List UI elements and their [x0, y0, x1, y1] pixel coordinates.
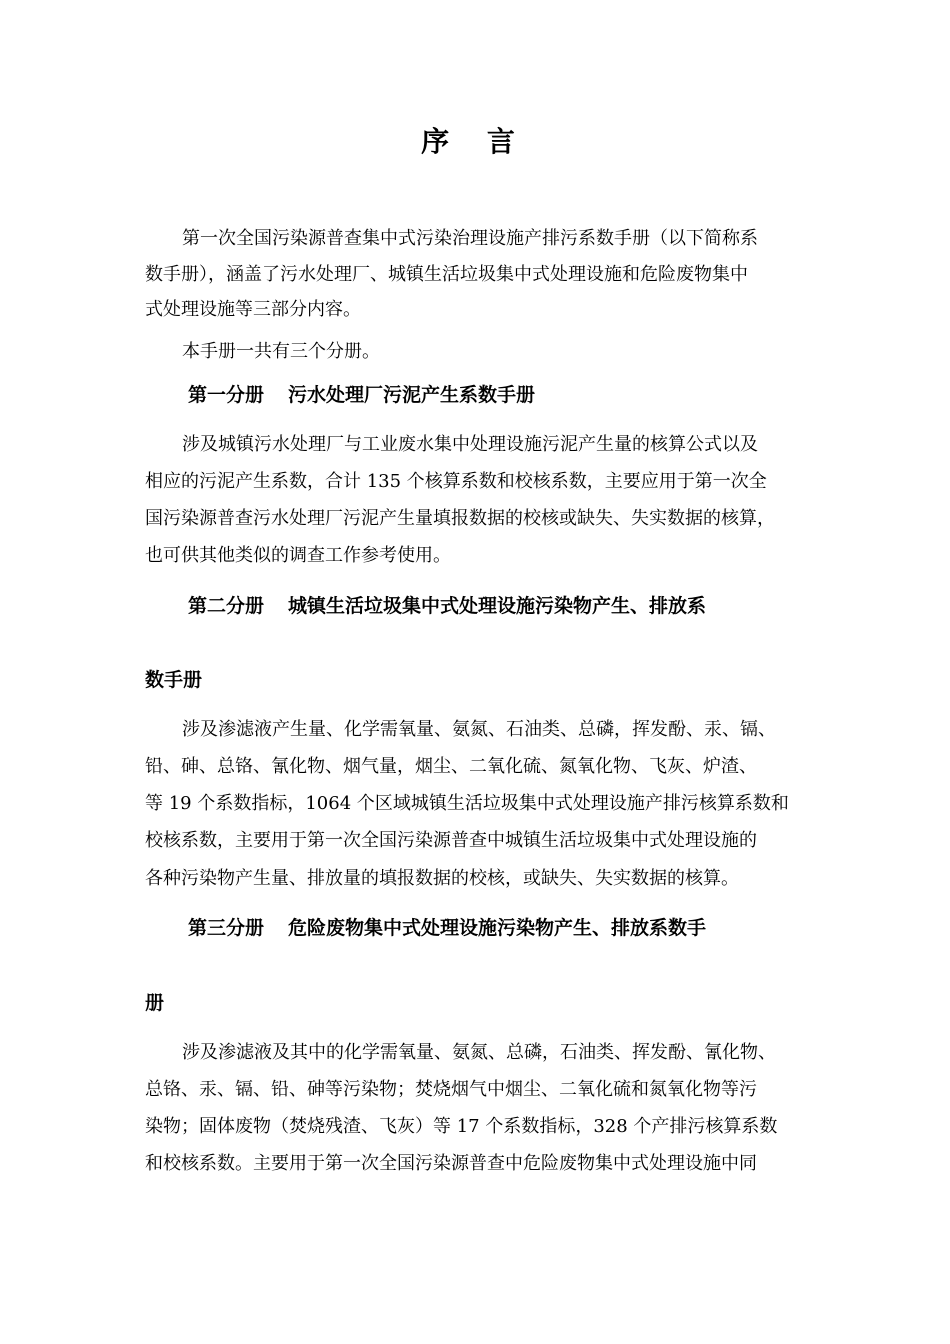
intro-line: 数手册），涵盖了污水处理厂、城镇生活垃圾集中式处理设施和危险废物集中: [145, 264, 748, 285]
volume3-number: 第三分册: [188, 917, 265, 939]
paragraph-line: 国污染源普查污水处理厂污泥产生量填报数据的校核或缺失、失实数据的核算，: [145, 508, 775, 529]
volume1-title: 污水处理厂污泥产生系数手册: [288, 384, 536, 406]
paragraph-line: 染物；固体废物（焚烧残渣、飞灰）等 17 个系数指标，328 个产排污核算系数: [145, 1116, 778, 1137]
paragraph-line: 相应的污泥产生系数，合计 135 个核算系数和校核系数，主要应用于第一次全: [145, 471, 767, 492]
paragraph-line: 和校核系数。主要用于第一次全国污染源普查中危险废物集中式处理设施中同: [145, 1153, 757, 1174]
volume1-heading: [188, 381, 535, 409]
paragraph-line: 校核系数，主要用于第一次全国污染源普查中城镇生活垃圾集中式处理设施的: [145, 830, 757, 851]
volume1-number: 第一分册: [188, 384, 265, 406]
paragraph-line: 涉及渗滤液及其中的化学需氧量、氨氮、总磷，石油类、挥发酚、氰化物、: [182, 1042, 776, 1063]
volume3-heading-continued: 册: [145, 992, 165, 1014]
volume2-heading: [188, 592, 706, 620]
paragraph-line: 也可供其他类似的调查工作参考使用。: [145, 545, 451, 566]
volume2-title: 城镇生活垃圾集中式处理设施污染物产生、排放系: [288, 595, 707, 617]
intro-line: 本手册一共有三个分册。: [182, 341, 380, 362]
page-title: 序 言: [421, 125, 529, 158]
paragraph-line: 各种污染物产生量、排放量的填报数据的校核，或缺失、失实数据的核算。: [145, 868, 739, 889]
paragraph-line: 总铬、汞、镉、铅、砷等污染物；焚烧烟气中烟尘、二氧化硫和氮氧化物等污: [145, 1079, 757, 1100]
intro-line: 第一次全国污染源普查集中式污染治理设施产排污系数手册（以下简称系: [182, 228, 758, 249]
paragraph-line: 涉及渗滤液产生量、化学需氧量、氨氮、石油类、总磷，挥发酚、汞、镉、: [182, 719, 776, 740]
paragraph-line: 铅、砷、总铬、氰化物、烟气量，烟尘、二氧化硫、氮氧化物、飞灰、炉渣、: [145, 756, 757, 777]
paragraph-line: 涉及城镇污水处理厂与工业废水集中处理设施污泥产生量的核算公式以及: [182, 434, 758, 455]
volume2-heading-continued: 数手册: [145, 669, 203, 691]
volume3-title: 危险废物集中式处理设施污染物产生、排放系数手: [288, 917, 707, 939]
intro-line: 式处理设施等三部分内容。: [145, 299, 361, 320]
volume2-number: 第二分册: [188, 595, 265, 617]
volume3-heading: [188, 914, 706, 942]
paragraph-line: 等 19 个系数指标，1064 个区域城镇生活垃圾集中式处理设施产排污核算系数和: [145, 793, 789, 814]
